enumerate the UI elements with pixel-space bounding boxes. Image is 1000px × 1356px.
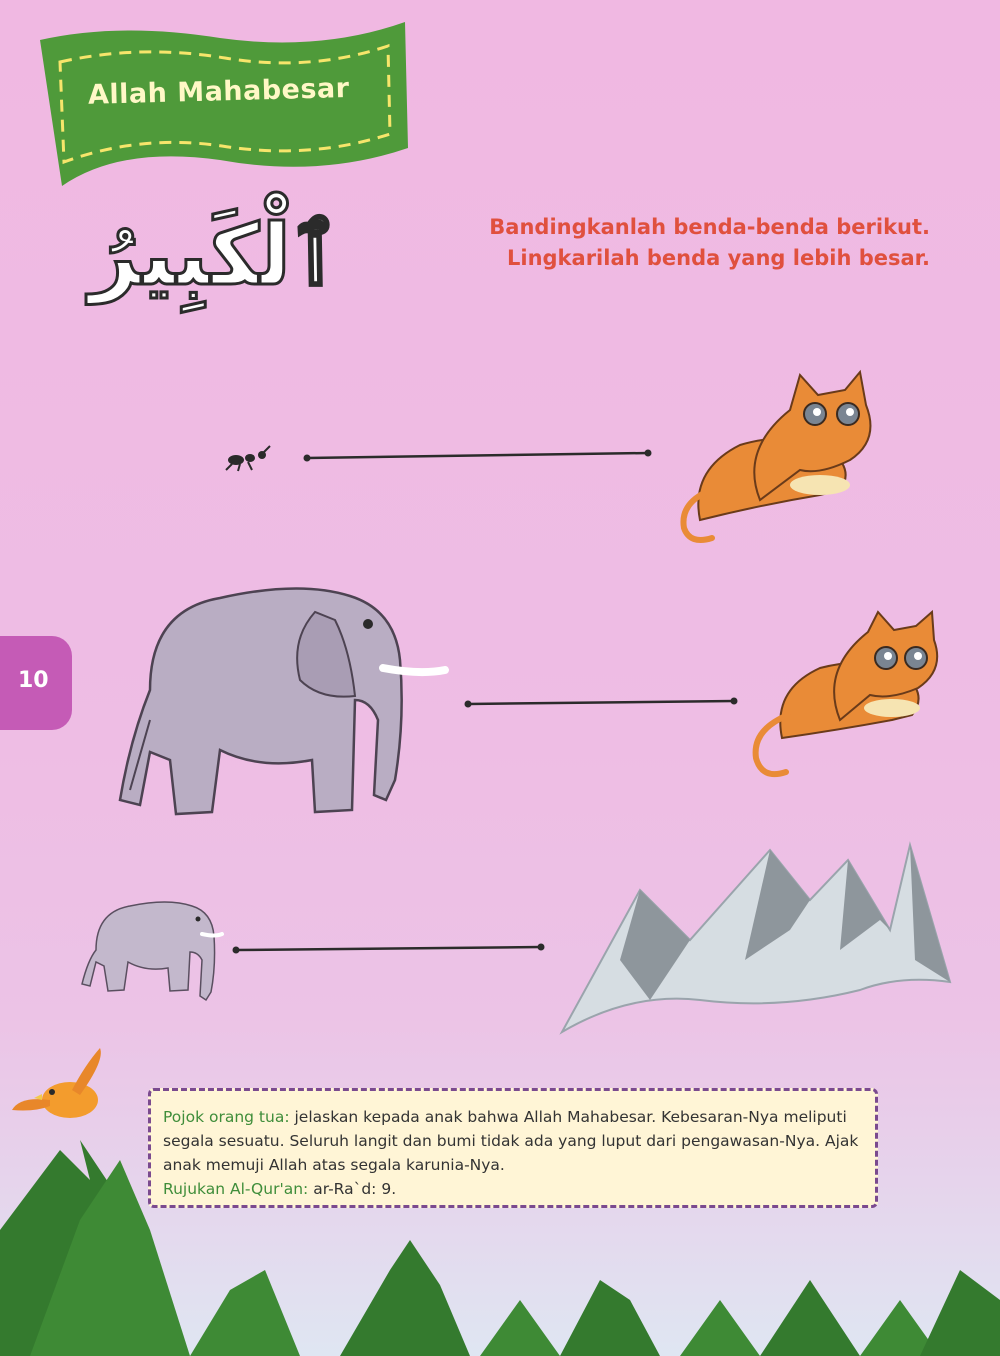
parent-note-body: jelaskan kepada anak bahwa Allah Mahabesar. Kebesaran-Nya meliputi segala sesuatu. Seluruh langit dan bumi tidak ada yang luput dari pengawasan-Nya. Ajak anak memuji Allah atas segala karunia-Nya. — [163, 1108, 859, 1174]
matching-line-2[interactable] — [465, 698, 738, 708]
matching-line-1[interactable] — [304, 450, 652, 462]
elephant-icon — [82, 902, 222, 1000]
bird-icon — [12, 1048, 101, 1118]
parent-note-box — [148, 1088, 878, 1208]
quran-reference — [163, 1177, 875, 1201]
banner-title: Allah Mahabesar — [87, 72, 350, 111]
instruction-line-1: Bandingkanlah benda-benda berikut. — [489, 215, 930, 239]
cat-icon — [756, 612, 938, 774]
cat-icon — [683, 372, 870, 540]
parent-note-text — [163, 1105, 875, 1177]
reference-label: Rujukan Al-Qur'an: — [163, 1180, 309, 1198]
reference-value: ar-Ra`d: 9. — [308, 1180, 397, 1198]
ant-icon — [226, 446, 270, 471]
parent-note-label: Pojok orang tua: — [163, 1108, 290, 1126]
elephant-icon — [120, 588, 445, 814]
matching-line-3[interactable] — [233, 944, 545, 954]
instruction-line-2: Lingkarilah benda yang lebih besar. — [507, 246, 930, 270]
page-number: 10 — [18, 668, 49, 693]
arabic-word: ٱلْكَبِيرُ — [89, 206, 340, 304]
mountain-icon — [562, 845, 950, 1032]
